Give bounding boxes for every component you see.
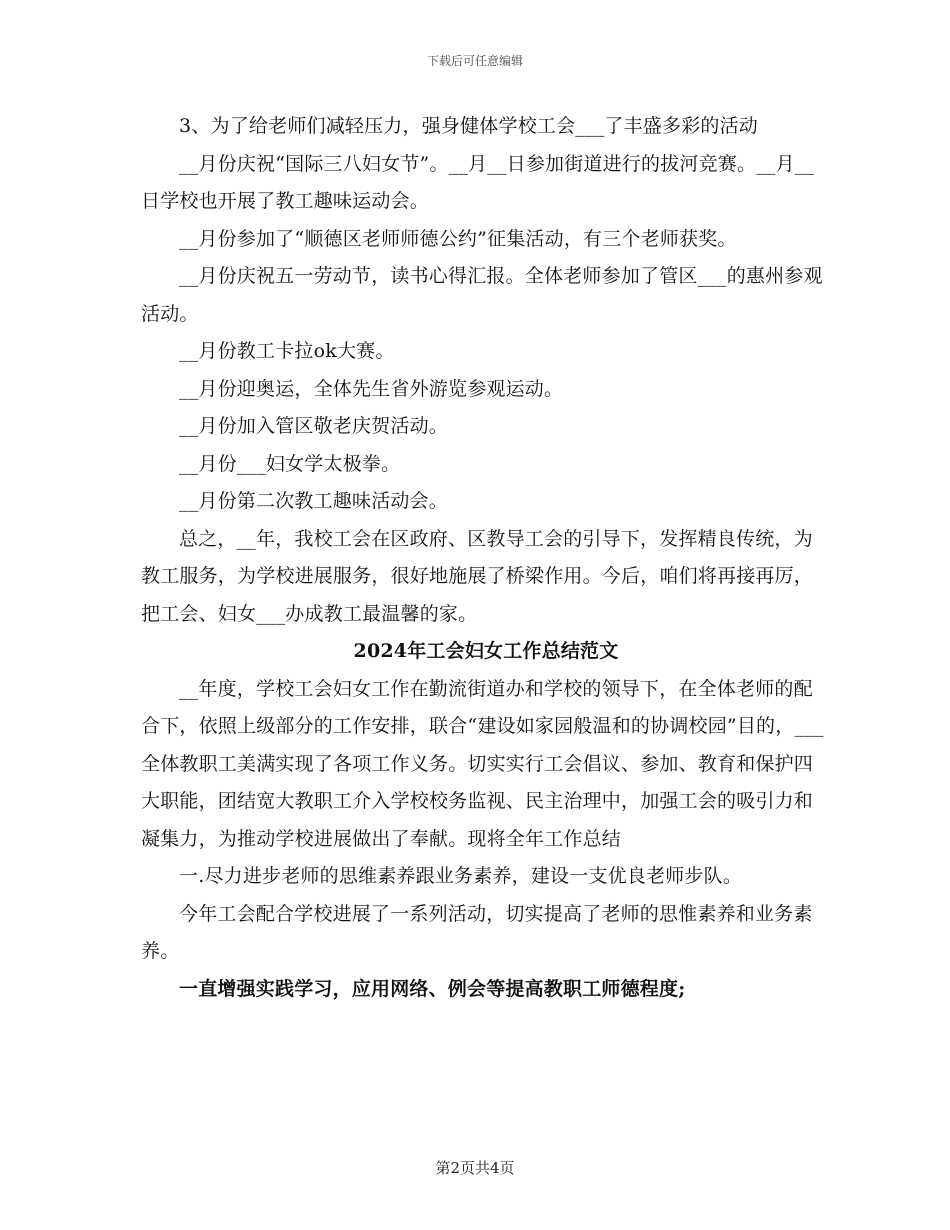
paragraph: 3、为了给老师们减轻压力，强身健体学校工会___了丰盛多彩的活动 (179, 115, 758, 137)
paragraph: __月份加入管区敬老庆贺活动。 (179, 415, 449, 437)
paragraph: __年度，学校工会妇女工作在勤流街道办和学校的领导下，在全体老师的配合下，依照上级部分的工作安排，联合“建设如家园般温和的协调校园”目的，___全体教职工美满实现了各项工作义务。切实实行工会倡议、参加、教育和保护四大职能，团结宽大教职工介入学校校务监视、民主治理中，加强工会的吸引力和凝集力，为推动学校进展做出了奉献。现将全年工作总结 (141, 677, 824, 850)
paragraph: __月份___妇女学太极拳。 (179, 452, 401, 475)
paragraph: __月份参加了“顺德区老师师德公约”征集活动，有三个老师获奖。 (179, 227, 737, 250)
bold-paragraph: 一直增强实践学习，应用网络、例会等提高教职工师德程度; (179, 977, 686, 1000)
paragraph: __月份迎奥运，全体先生省外游览参观运动。 (179, 377, 564, 400)
document-body (141, 108, 831, 1008)
page-footer: 第2页共4页 (435, 1159, 515, 1177)
paragraph: 总之，__年，我校工会在区政府、区教导工会的引导下，发挥精良传统，为教工服务，为学校进展服务，很好地施展了桥梁作用。今后，咱们将再接再厉，把工会、妇女___办成教工最温馨的家。 (141, 527, 814, 625)
paragraph: 今年工会配合学校进展了一系列活动，切实提高了老师的思惟素养和业务素养。 (141, 902, 813, 962)
paragraph: 一.尽力进步老师的思维素养跟业务素养，建设一支优良老师步队。 (179, 865, 743, 887)
paragraph: __月份教工卡拉ok大赛。 (179, 340, 395, 362)
paragraph: __月份庆祝“国际三八妇女节”。__月__日参加街道进行的拔河竞赛。__月__日学校也开展了教工趣味运动会。 (141, 152, 815, 212)
section-title: 2024年工会妇女工作总结范文 (353, 640, 619, 662)
paragraph: __月份庆祝五一劳动节，读书心得汇报。全体老师参加了管区___的惠州参观活动。 (141, 265, 823, 325)
paragraph: __月份第二次教工趣味活动会。 (179, 490, 449, 512)
page-header: 下载后可任意编辑 (426, 54, 523, 68)
